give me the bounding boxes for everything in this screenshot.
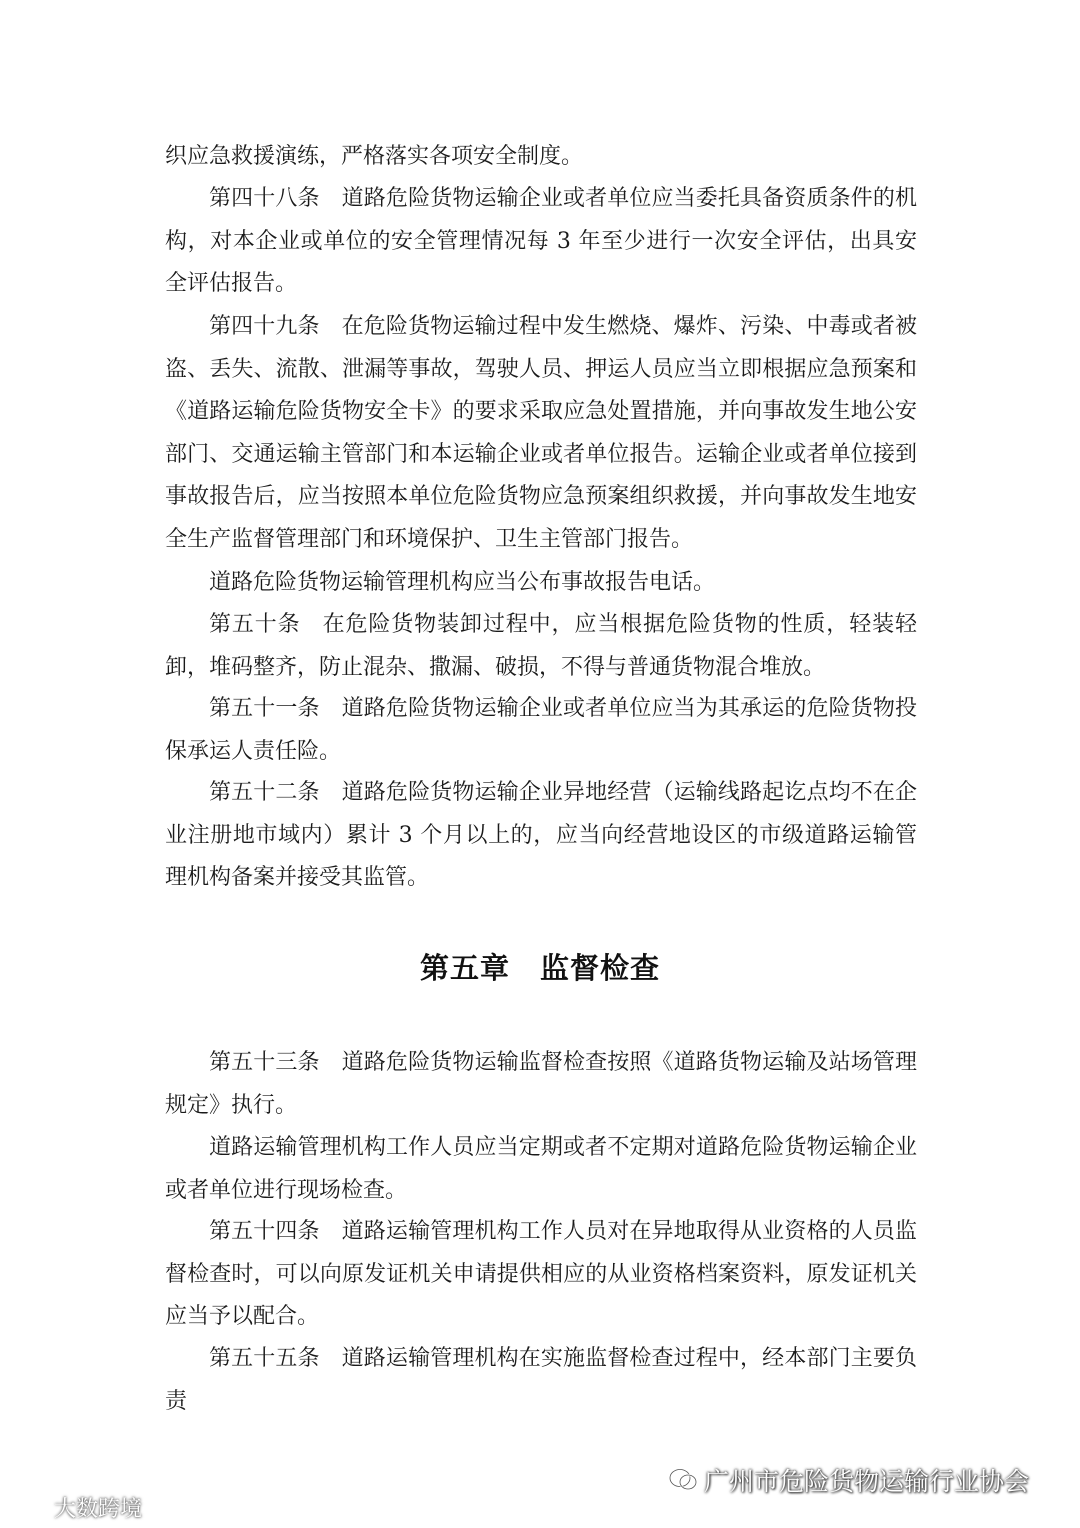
- wechat-icon: [668, 1467, 698, 1493]
- article-number: 第五十四条: [209, 1219, 320, 1244]
- watermark-text: 广州市危险货物运输行业协会: [704, 1467, 1030, 1496]
- watermark-source-text: 大数跨境: [54, 1497, 143, 1522]
- paragraph-report-phone: 道路危险货物运输管理机构应当公布事故报告电话。: [209, 570, 716, 595]
- article-55: 第五十五条 道路运输管理机构在实施监督检查过程中，经本部门主要负责: [165, 1346, 917, 1414]
- article-54: 第五十四条 道路运输管理机构工作人员对在异地取得从业资格的人员监督检查时，可以向原发证机关申请提供相应的从业资格档案资料，原发证机关应当予以配合。: [165, 1219, 917, 1329]
- article-52: 第五十二条 道路危险货物运输企业异地经营（运输线路起讫点均不在企业注册地市域内）累计 3 个月以上的，应当向经营地设区的市级道路运输管理机构备案并接受其监管。: [165, 780, 917, 890]
- article-number: 第四十九条: [209, 314, 320, 339]
- article-number: 第四十八条: [209, 186, 320, 211]
- article-number: 第五十三条: [209, 1050, 320, 1075]
- logo-icon: [6, 1496, 50, 1520]
- article-number: 第五十一条: [209, 696, 320, 721]
- chapter-title: 第五章 监督检查: [419, 951, 660, 985]
- article-49: 第四十九条 在危险货物运输过程中发生燃烧、爆炸、污染、中毒或者被盗、丢失、流散、泄漏等事故，驾驶人员、押运人员应当立即根据应急预案和《道路运输危险货物安全卡》的要求采取应急处置措施，并向事故发生地公安部门、交通运输主管部门和本运输企业或者单位报告。运输企业或者单位接到事故报告后，应当按照本单位危险货物应急预案组织救援，并向事故发生地安全生产监督管理部门和环境保护、卫生主管部门报告。: [165, 314, 917, 552]
- wechat-watermark: [668, 1462, 1029, 1498]
- paragraph-continuation: 织应急救援演练，严格落实各项安全制度。: [165, 144, 584, 169]
- article-number: 第五十二条: [209, 780, 320, 805]
- article-number: 第五十五条: [209, 1346, 320, 1371]
- article-51: 第五十一条 道路危险货物运输企业或者单位应当为其承运的危险货物投保承运人责任险。: [165, 696, 917, 764]
- article-50: 第五十条 在危险货物装卸过程中，应当根据危险货物的性质，轻装轻卸，堆码整齐，防止混杂、撒漏、破损，不得与普通货物混合堆放。: [165, 612, 917, 680]
- article-number: 第五十条: [209, 612, 301, 637]
- article-53: 第五十三条 道路危险货物运输监督检查按照《道路货物运输及站场管理规定》执行。: [165, 1050, 917, 1118]
- paragraph-inspection: 道路运输管理机构工作人员应当定期或者不定期对道路危险货物运输企业或者单位进行现场检查。: [165, 1135, 917, 1203]
- source-watermark: [6, 1492, 142, 1523]
- article-48: 第四十八条 道路危险货物运输企业或者单位应当委托具备资质条件的机构，对本企业或单位的安全管理情况每 3 年至少进行一次安全评估，出具安全评估报告。: [165, 186, 917, 296]
